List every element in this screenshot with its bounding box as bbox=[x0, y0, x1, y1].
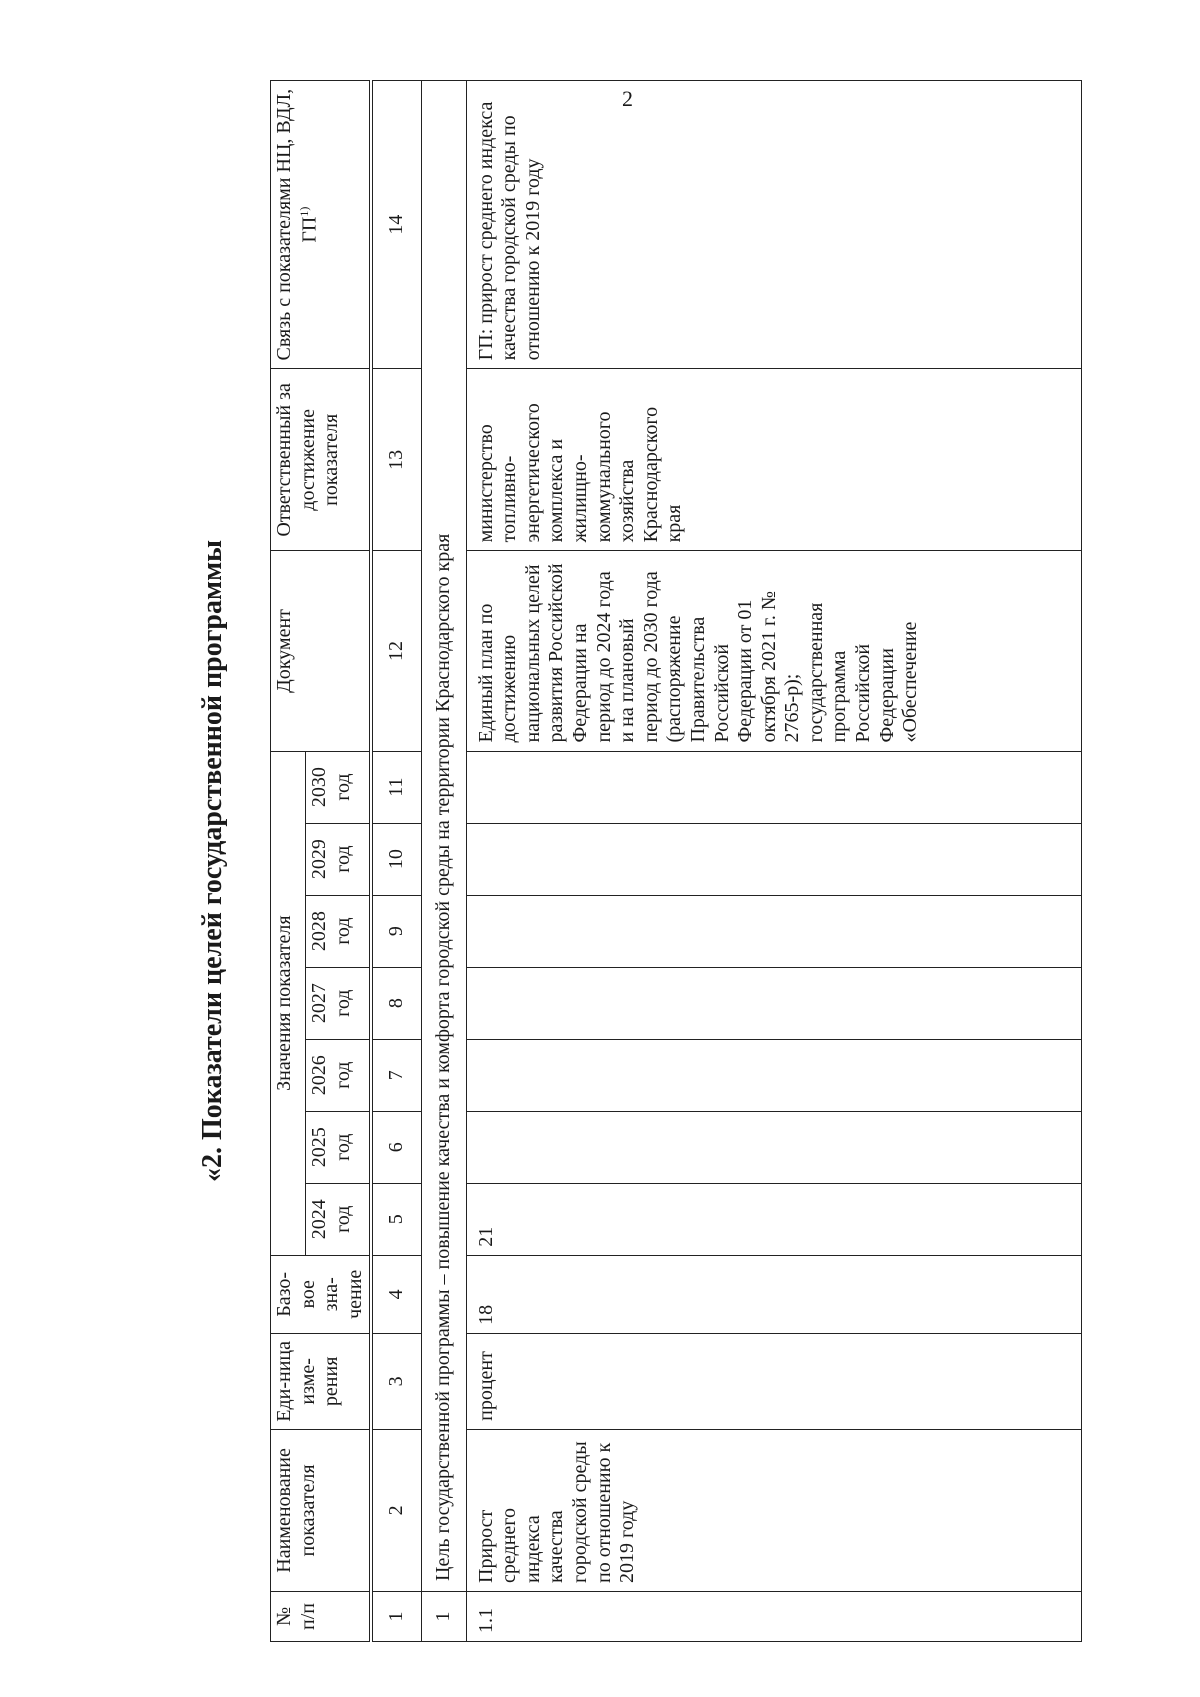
column-number: 10 bbox=[371, 823, 421, 895]
page-number: 2 bbox=[622, 86, 633, 111]
column-number: 8 bbox=[371, 967, 421, 1039]
row-link: ГП: прирост среднего индекса качества городской среды по отношению к 2019 году bbox=[466, 81, 1081, 369]
row-value bbox=[466, 751, 1081, 823]
row-num: 1.1 bbox=[466, 1591, 1081, 1641]
indicators-table bbox=[270, 80, 1082, 1642]
column-number: 1 bbox=[371, 1591, 421, 1641]
row-value bbox=[466, 823, 1081, 895]
row-value bbox=[466, 1111, 1081, 1183]
column-number: 13 bbox=[371, 369, 421, 551]
goal-num: 1 bbox=[421, 1591, 466, 1641]
column-number: 3 bbox=[371, 1333, 421, 1429]
row-value bbox=[466, 1039, 1081, 1111]
header-year: 2024 год bbox=[306, 1183, 372, 1255]
row-value bbox=[466, 895, 1081, 967]
header-link bbox=[271, 81, 372, 369]
row-document: Единый план по достижению национальных целей развития Российской Федерации на период до 2024 года и на плановый период до 2030 года (распоряжение Правительства Российской Федерации от 01 октября 2021 г. № 2765-р); государственная программа Российской Федерации «Обеспечение bbox=[466, 551, 1081, 751]
row-responsible: министерство топливно-энергетического комплекса и жилищно-коммунального хозяйства Краснодарского края bbox=[466, 369, 1081, 551]
section-title: «2. Показатели целей государственной программы bbox=[197, 539, 228, 1183]
row-unit: процент bbox=[466, 1333, 1081, 1429]
header-year: 2026 год bbox=[306, 1039, 372, 1111]
row-value: 21 bbox=[466, 1183, 1081, 1255]
column-number: 11 bbox=[371, 751, 421, 823]
row-name: Прирост среднего индекса качества городской среды по отношению к 2019 году bbox=[466, 1429, 1081, 1591]
header-name: Наименование показателя bbox=[271, 1429, 372, 1591]
column-number: 12 bbox=[371, 551, 421, 751]
column-number-row bbox=[371, 81, 421, 1642]
header-year: 2030 год bbox=[306, 751, 372, 823]
column-number: 7 bbox=[371, 1039, 421, 1111]
column-number: 9 bbox=[371, 895, 421, 967]
header-values-group: Значения показателя bbox=[271, 751, 306, 1255]
header-document: Документ bbox=[271, 551, 372, 751]
header-link-footnote: 1) bbox=[296, 206, 311, 217]
header-unit: Еди-ница изме-рения bbox=[271, 1333, 372, 1429]
column-number: 5 bbox=[371, 1183, 421, 1255]
header-year: 2025 год bbox=[306, 1111, 372, 1183]
column-number: 14 bbox=[371, 81, 421, 369]
goal-text: Цель государственной программы – повышение качества и комфорта городской среды на территории Краснодарского края bbox=[421, 81, 466, 1592]
header-link-text: Связь с показателями НЦ, ВДЛ, ГП bbox=[273, 88, 321, 361]
column-number: 4 bbox=[371, 1255, 421, 1333]
goal-row bbox=[421, 81, 466, 1642]
table-header-row bbox=[271, 81, 306, 1642]
header-year: 2027 год bbox=[306, 967, 372, 1039]
header-year: 2029 год bbox=[306, 823, 372, 895]
column-number: 6 bbox=[371, 1111, 421, 1183]
table-row bbox=[466, 81, 1081, 1642]
header-num: № п/п bbox=[271, 1591, 372, 1641]
landscape-content bbox=[178, 80, 1156, 1642]
row-value bbox=[466, 967, 1081, 1039]
row-base: 18 bbox=[466, 1255, 1081, 1333]
header-responsible: Ответственный за достижение показателя bbox=[271, 369, 372, 551]
header-year: 2028 год bbox=[306, 895, 372, 967]
header-base: Базо-вое зна-чение bbox=[271, 1255, 372, 1333]
column-number: 2 bbox=[371, 1429, 421, 1591]
